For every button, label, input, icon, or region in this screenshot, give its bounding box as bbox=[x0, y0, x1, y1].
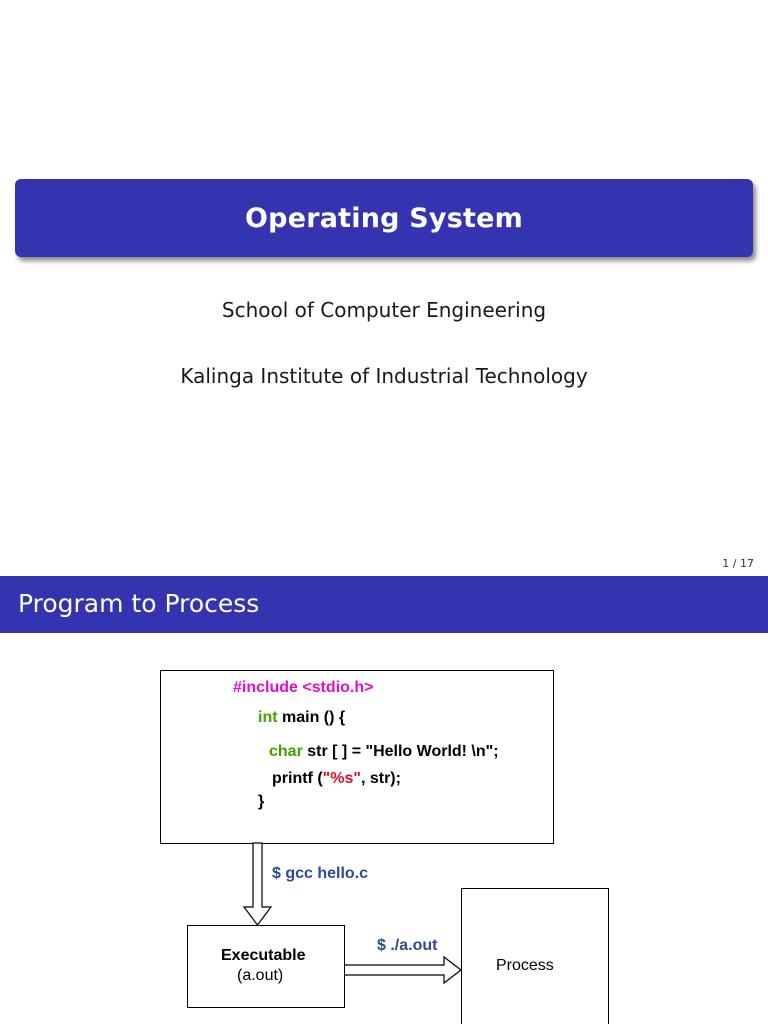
keyword-int: int bbox=[258, 709, 278, 726]
source-code-box bbox=[160, 670, 554, 844]
code-main-line bbox=[258, 709, 345, 727]
process-label: Process bbox=[496, 957, 554, 974]
code-printf-line bbox=[272, 770, 401, 788]
page-number: 1 / 17 bbox=[722, 557, 754, 570]
school-name: School of Computer Engineering bbox=[221, 298, 547, 322]
executable-box bbox=[187, 925, 345, 1008]
code-main-rest: main () { bbox=[277, 709, 346, 726]
institute-name: Kalinga Institute of Industrial Technology bbox=[180, 364, 588, 388]
frame-title: Program to Process bbox=[18, 589, 260, 618]
compile-command: $ gcc hello.c bbox=[272, 865, 369, 882]
executable-filename: (a.out) bbox=[237, 967, 284, 984]
slide-title: Operating System bbox=[245, 202, 523, 234]
code-format-string: "%s" bbox=[322, 770, 361, 787]
code-closing-brace: } bbox=[258, 793, 265, 810]
frame-title-bar bbox=[0, 576, 768, 633]
executable-title: Executable bbox=[221, 947, 306, 964]
code-char-rest: str [ ] = "Hello World! \n"; bbox=[302, 743, 499, 760]
process-box bbox=[461, 888, 609, 1024]
code-include-line: #include <stdio.h> bbox=[233, 679, 374, 696]
compile-arrow bbox=[244, 843, 271, 925]
code-printf-start: printf ( bbox=[272, 770, 323, 787]
code-char-line bbox=[269, 743, 499, 761]
run-arrow bbox=[344, 957, 461, 983]
code-printf-end: , str); bbox=[360, 770, 401, 787]
keyword-char: char bbox=[269, 743, 303, 760]
run-command: $ ./a.out bbox=[377, 937, 438, 954]
program-to-process-slide bbox=[0, 576, 768, 1024]
title-banner bbox=[15, 179, 753, 257]
